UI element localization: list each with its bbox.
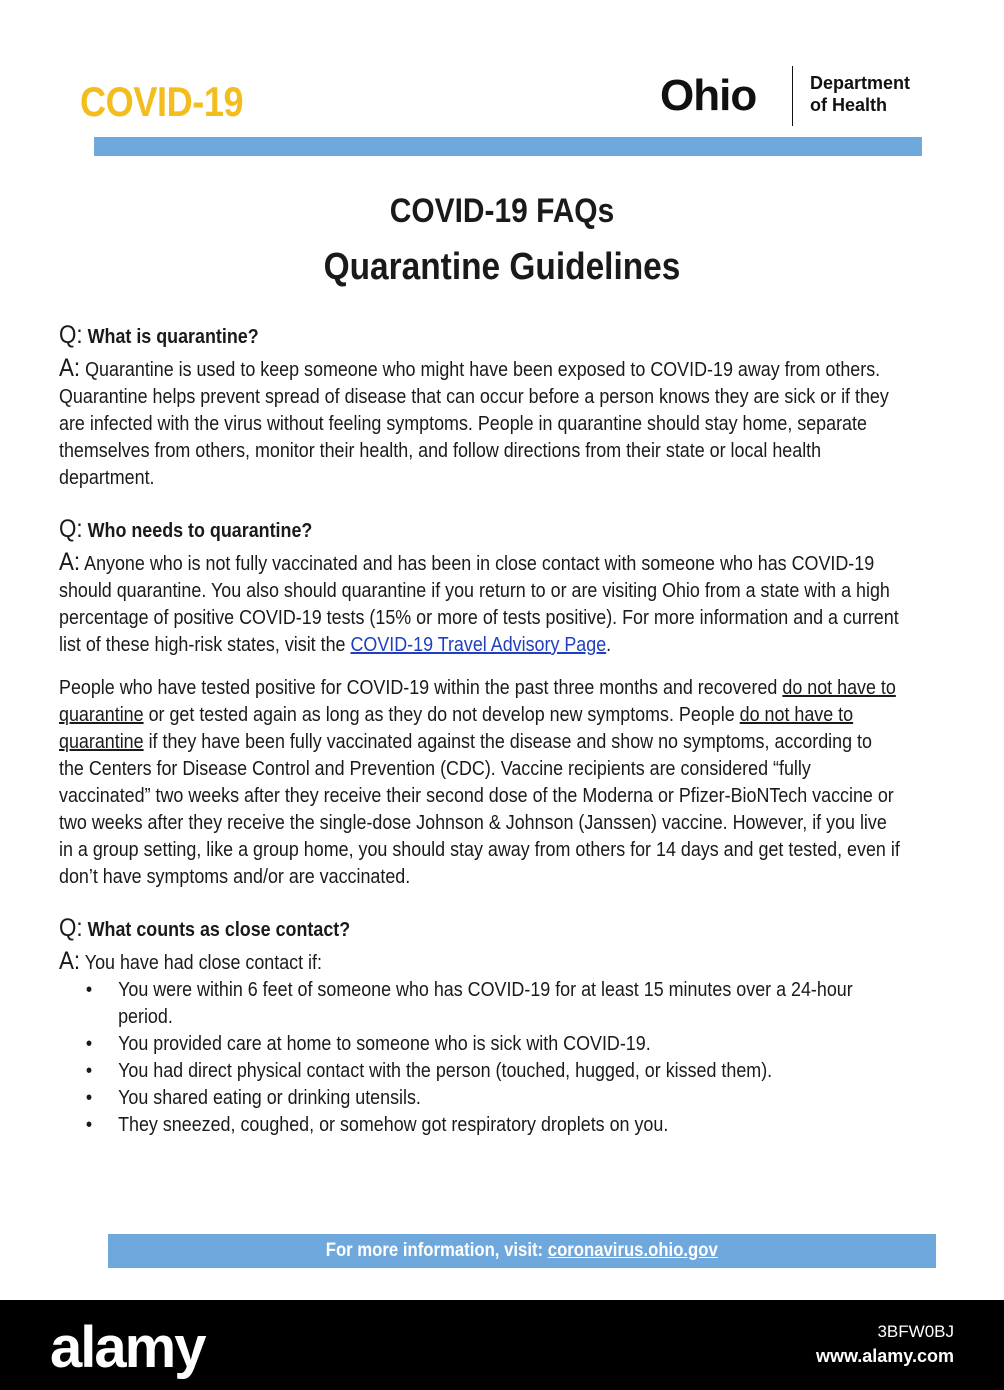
faq-content <box>59 322 959 1139</box>
list-item: • You had direct physical contact with the person (touched, hugged, or kissed them). <box>85 1060 773 1082</box>
answer-2-line-1: A: Anyone who is not fully vaccinated and has been in close contact with someone who has COVID-19 <box>59 548 875 576</box>
answer-1-line-5: department. <box>59 467 155 489</box>
footer-text: For more information, visit: <box>325 1240 549 1261</box>
logo-dept-line2: of Health <box>810 95 888 115</box>
page-subtitle: Quarantine Guidelines <box>323 246 681 288</box>
question-2: Q: Who needs to quarantine? <box>59 515 313 543</box>
watermark-image-id: 3BFW0BJ <box>877 1322 954 1341</box>
para-2-line-2: quarantine or get tested again as long as they do not develop new symptoms. People do not have to <box>59 704 854 726</box>
watermark-logo: alamy <box>50 1315 205 1380</box>
logo-dept-line1: Department <box>810 73 911 93</box>
logo-name: Ohio <box>660 71 757 120</box>
answer-1-line-2: Quarantine helps prevent spread of disease that can occur before a person knows they are sick or if they <box>59 386 889 408</box>
close-contact-list <box>59 977 954 1139</box>
para-2-line-1: People who have tested positive for COVID-19 within the past three months and recovered do not have to <box>59 677 896 699</box>
answer-1-line-3: are infected with the virus without feeling symptoms. People in quarantine should stay home, separate <box>59 413 867 435</box>
header-bar <box>94 137 922 156</box>
answer-1-line-1: A: Quarantine is used to keep someone who might have been exposed to COVID-19 away from others. <box>59 354 881 382</box>
logo-department <box>810 72 910 116</box>
list-item: • You shared eating or drinking utensils. <box>85 1087 421 1109</box>
list-item: • You provided care at home to someone who is sick with COVID-19. <box>85 1033 651 1055</box>
list-item: • They sneezed, coughed, or somehow got respiratory droplets on you. <box>85 1114 669 1136</box>
list-item: • You were within 6 feet of someone who has COVID-19 for at least 15 minutes over a 24-hour period. <box>85 979 853 1028</box>
answer-2-line-2: should quarantine. You also should quarantine if you return to or are visiting Ohio from a state with a high <box>59 580 890 602</box>
answer-1-line-4: themselves from others, monitor their health, and follow directions from their state or local health <box>59 440 822 462</box>
question-1: Q: What is quarantine? <box>59 321 259 349</box>
para-2-line-7: in a group setting, like a group home, you should stay away from others for 14 days and get tested, even if <box>59 839 900 861</box>
answer-3-intro: A: You have had close contact if: <box>59 947 322 975</box>
para-2-line-5: vaccinated” two weeks after they receive their second dose of the Moderna or Pfizer-BioNTech vaccine or <box>59 785 894 807</box>
faq-2 <box>59 516 954 891</box>
para-2-line-6: two weeks after they receive the single-dose Johnson & Johnson (Janssen) vaccine. However, if you live <box>59 812 887 834</box>
para-2-line-3: quarantine if they have been fully vaccinated against the disease and show no symptoms, according to <box>59 731 872 753</box>
watermark-url: www.alamy.com <box>815 1346 954 1366</box>
footer-bar <box>108 1234 936 1268</box>
watermark-band <box>0 1300 1004 1390</box>
travel-advisory-link[interactable]: COVID-19 Travel Advisory Page <box>350 634 607 656</box>
brand-title: COVID-19 <box>80 78 244 125</box>
footer-link[interactable]: coronavirus.ohio.gov <box>548 1240 719 1261</box>
para-2-line-4: the Centers for Disease Control and Prevention (CDC). Vaccine recipients are considered “fully <box>59 758 811 780</box>
para-2-line-8: don’t have symptoms and/or are vaccinated. <box>59 866 411 888</box>
question-3: Q: What counts as close contact? <box>59 914 351 942</box>
page-title: COVID-19 FAQs <box>389 192 615 230</box>
logo-divider <box>792 66 793 126</box>
answer-2-line-3: percentage of positive COVID-19 tests (15% or more of tests positive). For more information and a current <box>59 607 899 629</box>
faq-3 <box>59 915 954 1139</box>
faq-1 <box>59 322 954 492</box>
answer-2-line-4: list of these high-risk states, visit the COVID-19 Travel Advisory Page. <box>59 634 612 656</box>
